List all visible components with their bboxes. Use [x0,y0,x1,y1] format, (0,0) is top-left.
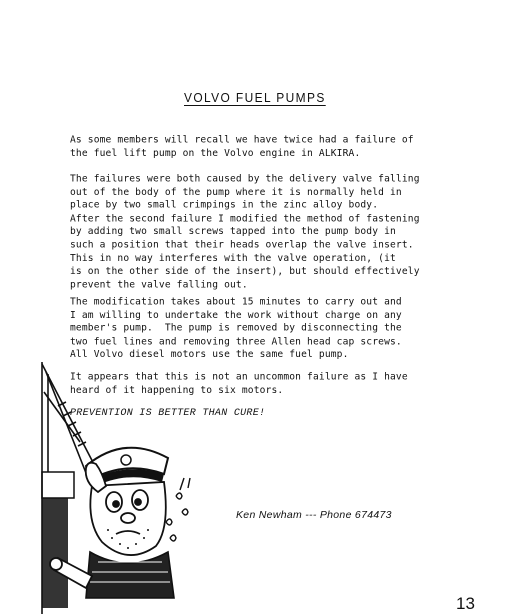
paragraph-intro: As some members will recall we have twice had a failure of the fuel lift pump on the Volvo engine in ALKIRA. [70,134,414,159]
paragraph-modification-offer: The modification takes about 15 minutes to carry out and I am willing to undertake the work without charge on any member's pump. The pump is removed by disconnecting the two fuel lines and removing three Allen head cap screws. All Volvo diesel motors use the same fuel pump. [70,296,402,361]
page-number: 13 [456,594,475,613]
paragraph-closing: It appears that this is not an uncommon failure as I have heard of it happening to six motors. [70,371,408,396]
cabin-box [42,472,74,498]
hull-shadow [42,498,68,608]
sailor-cartoon-illustration [28,362,208,614]
sailor-sweater [86,552,174,598]
sailor-face [90,482,165,555]
author-signature: Ken Newham --- Phone 674473 [236,509,392,521]
paragraph-failure-details: The failures were both caused by the delivery valve falling out of the body of the pump where it is normally held in place by two small crimpings in the zinc alloy body. After the second failure I modified the method of fastening by adding two small screws tapped into the pump body in such a position that their heads overlap the valve insert. This in no way interferes with the valve operation, (it is on the other side of the insert), but should effectively prevent the valve falling out. [70,173,420,291]
slogan: PREVENTION IS BETTER THAN CURE! [70,408,266,419]
page-title: VOLVO FUEL PUMPS [184,90,326,105]
sweat-drops [166,478,190,541]
